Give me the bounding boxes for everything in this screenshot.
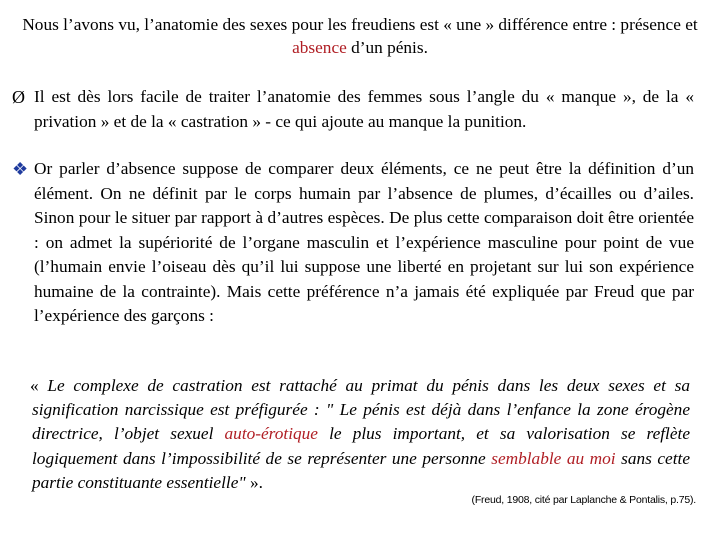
citation: (Freud, 1908, cité par Laplanche & Pontalis, p.75). bbox=[471, 494, 696, 506]
quote-highlight-semblable: semblable au moi bbox=[491, 448, 616, 468]
intro-text-start: Nous l’avons vu, l’anatomie des sexes pour les freudiens est « une » différence entre : présence et bbox=[22, 15, 698, 34]
quote-text-2: le plus important, et sa valorisation se reflète logiquement dans l’impossibilité de se représenter une personne bbox=[32, 424, 691, 468]
quote-close-mark: ». bbox=[245, 472, 263, 492]
quote-highlight-auto-erotique: auto-érotique bbox=[224, 424, 318, 444]
intro-highlight-absence: absence bbox=[292, 38, 347, 57]
intro-text-end: d’un pénis. bbox=[346, 38, 428, 57]
quote-open-mark: « bbox=[30, 376, 48, 395]
freud-quote bbox=[32, 374, 690, 495]
intro-paragraph bbox=[0, 13, 720, 59]
bullet-item-2 bbox=[12, 157, 694, 329]
bullet-item-1 bbox=[12, 85, 694, 134]
quote-text-1: Le complexe de castration est rattaché au primat du pénis dans les deux sexes et sa signification narcissique est préfigurée : " Le pénis est déjà dans l’enfance la zone érogène directrice, l’objet sexuel bbox=[32, 376, 690, 444]
bullet-text-1: Il est dès lors facile de traiter l’anatomie des femmes sous l’angle du « manque », de la « privation » et de la « castration » - ce qui ajoute au manque la punition. bbox=[34, 87, 694, 131]
bullet-text-2: Or parler d’absence suppose de comparer deux éléments, ce ne peut être la définition d’un élément. On ne définit par le corps humain par l’absence de plumes, d’écailles ou d’ailes. Sinon pour le situer par rapport à d’autres espèces. De plus cette comparaison doit être orientée : on admet la supériorité de l’organe masculin et l’expérience masculine pour point de vue (l’humain envie l’oiseau dès qu’il lui suppose une liberté en projetant sur lui son expérience humaine de la contrainte). Mais cette préférence n’a jamais été expliquée par Freud que par l’expérience des garçons : bbox=[34, 159, 694, 325]
quote-text-3: sans cette partie constituante essentielle" bbox=[32, 448, 690, 492]
diamond-bullet-icon: ❖ bbox=[12, 159, 29, 179]
arrow-bullet-icon: Ø bbox=[12, 87, 25, 107]
